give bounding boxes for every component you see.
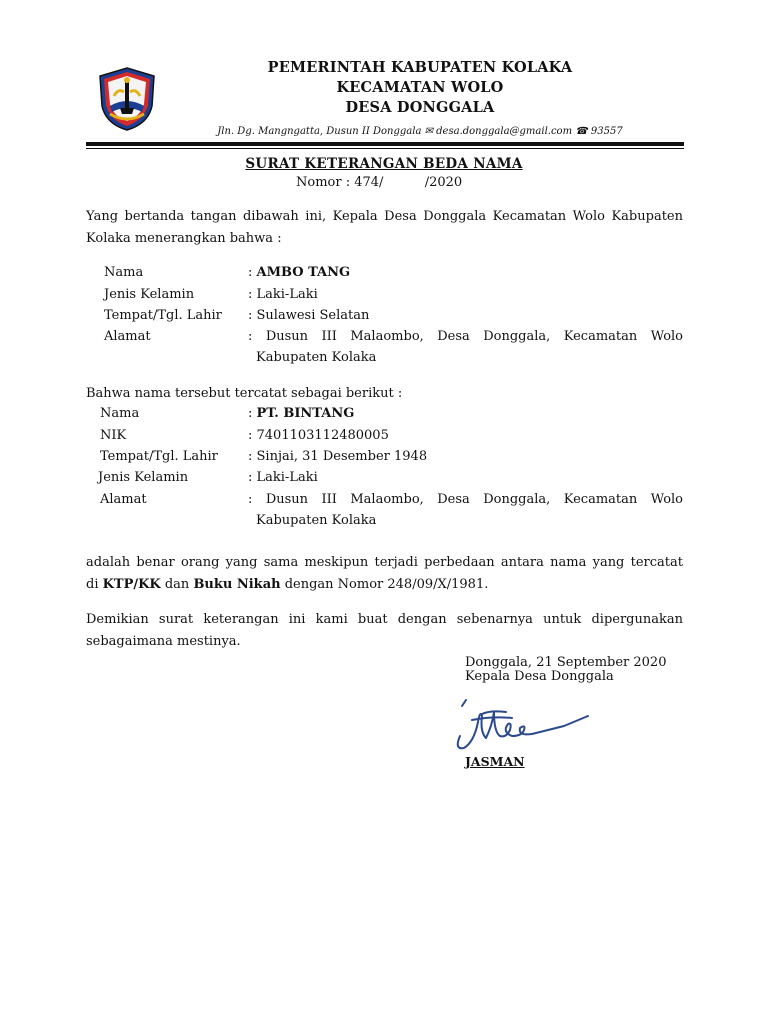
letter-number: Nomor : 474/ /2020 <box>296 175 463 190</box>
place-date: Donggala, 21 September 2020 <box>465 655 667 670</box>
p1-alamat-label: Alamat <box>104 329 151 344</box>
signer-name: JASMAN <box>465 754 525 769</box>
letter-title: SURAT KETERANGAN BEDA NAMA <box>245 156 523 172</box>
p1-alamat-line1: Dusun III Malaombo, Desa Donggala, Kecamatan Wolo <box>265 329 683 344</box>
p2-jk-value: : Laki-Laki <box>248 470 318 485</box>
p1-jk-text: Laki-Laki <box>256 287 318 302</box>
p2-nik-label: NIK <box>100 428 127 443</box>
letterhead-line-1: PEMERINTAH KABUPATEN KOLAKA <box>267 59 573 76</box>
letterhead-line-3: DESA DONGGALA <box>345 99 495 116</box>
statement-di: di <box>86 577 103 592</box>
statement-paragraph <box>86 552 683 596</box>
p1-ttl-value: : Sulawesi Selatan <box>248 308 370 323</box>
p1-jk-value: : Laki-Laki <box>248 287 318 302</box>
p2-nama-value: : PT. BINTANG <box>248 406 355 421</box>
intro-paragraph: Yang bertanda tangan dibawah ini, Kepala Desa Donggala Kecamatan Wolo Kabupaten Kolaka menerangkan bahwa : <box>86 209 683 246</box>
p1-alamat-value: : Dusun III Malaombo, Desa Donggala, Kecamatan Wolo Kabupaten Kolaka <box>248 326 683 368</box>
letterhead-address: Jln. Dg. Mangngatta, Dusun II Donggala ✉ desa.donggala@gmail.com ☎ 93557 <box>217 126 623 137</box>
p2-nik-value: : 7401103112480005 <box>248 428 389 443</box>
statement-line-1: adalah benar orang yang sama meskipun terjadi perbedaan antara nama yang tercatat <box>86 555 683 570</box>
p2-ttl-text: Sinjai, 31 Desember 1948 <box>256 449 428 464</box>
header-divider-thin <box>86 148 684 149</box>
p2-alamat-value: : Dusun III Malaombo, Desa Donggala, Kecamatan Wolo Kabupaten Kolaka <box>248 489 683 531</box>
p2-nama-label: Nama <box>100 406 140 421</box>
p2-jk-label: Jenis Kelamin <box>98 470 189 485</box>
p1-alamat-line2: Kabupaten Kolaka <box>256 350 377 365</box>
statement-line-2 <box>86 574 683 596</box>
p1-jk-label: Jenis Kelamin <box>104 287 195 302</box>
p2-nama-text: PT. BINTANG <box>256 406 355 421</box>
p1-nama-text: AMBO TANG <box>256 265 351 280</box>
p2-jk-text: Laki-Laki <box>256 470 318 485</box>
closing-paragraph: Demikian surat keterangan ini kami buat dengan sebenarnya untuk dipergunakan sebagaimana mestinya. <box>86 612 683 649</box>
header-divider-thick <box>86 142 684 146</box>
letterhead <box>170 58 670 139</box>
signer-position: Kepala Desa Donggala <box>465 669 614 684</box>
p1-ttl-text: Sulawesi Selatan <box>256 308 370 323</box>
statement-rest: dengan Nomor 248/09/X/1981. <box>280 577 489 592</box>
p2-ttl-value: : Sinjai, 31 Desember 1948 <box>248 449 428 464</box>
p1-ttl-label: Tempat/Tgl. Lahir <box>104 308 222 323</box>
handwritten-signature-icon <box>452 696 602 758</box>
statement-ktp: KTP/KK <box>102 577 161 592</box>
p2-nik-text: 7401103112480005 <box>256 428 389 443</box>
statement-dan: dan <box>160 577 194 592</box>
p2-alamat-label: Alamat <box>100 492 147 507</box>
letterhead-line-2: KECAMATAN WOLO <box>336 79 504 96</box>
p1-nama-value: : AMBO TANG <box>248 265 351 280</box>
bahwa-text: Bahwa nama tersebut tercatat sebagai berikut : <box>86 386 403 401</box>
p2-alamat-line1: Dusun III Malaombo, Desa Donggala, Kecamatan Wolo <box>265 492 683 507</box>
p1-nama-label: Nama <box>104 265 144 280</box>
statement-buku-nikah: Buku Nikah <box>193 577 281 592</box>
p2-ttl-label: Tempat/Tgl. Lahir <box>100 449 218 464</box>
kolaka-regency-emblem-icon <box>96 66 158 132</box>
p2-alamat-line2: Kabupaten Kolaka <box>256 513 377 528</box>
